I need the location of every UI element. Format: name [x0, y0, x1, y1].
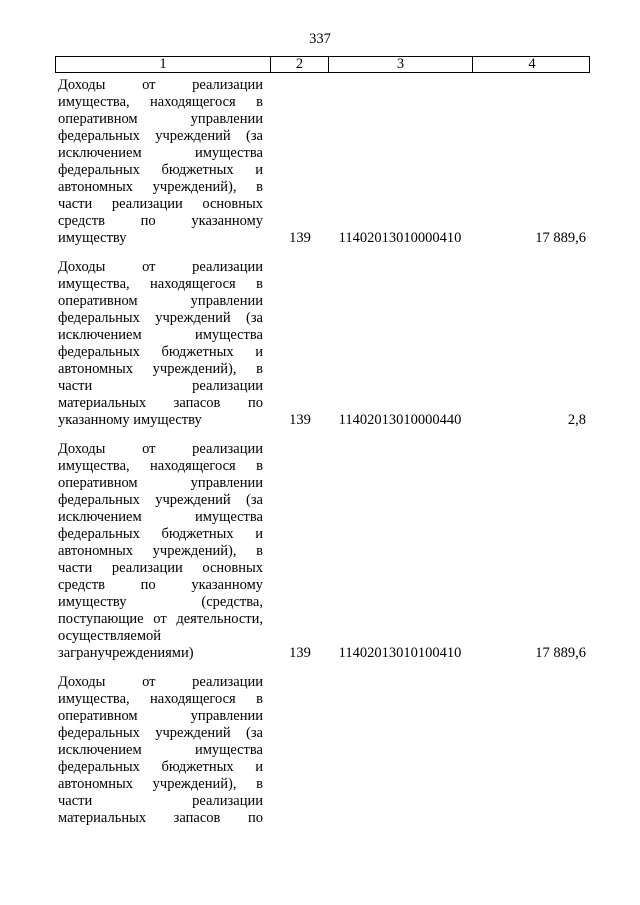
description-line: федеральных учреждений (за [58, 309, 263, 326]
description-line: имущества, находящегося в [58, 690, 263, 707]
page-number: 337 [309, 31, 331, 47]
admin-code: 139 [289, 411, 311, 428]
description-line: оперативном управлении [58, 110, 263, 127]
description-line: оперативном управлении [58, 292, 263, 309]
description-line: имущества, находящегося в [58, 457, 263, 474]
description-line: автономных учреждений), в [58, 542, 263, 559]
description-line: оперативном управлении [58, 707, 263, 724]
description-line: федеральных учреждений (за [58, 127, 263, 144]
header-col-3: 3 [329, 57, 473, 72]
revenue-description [55, 674, 270, 827]
description-line: федеральных бюджетных и [58, 343, 263, 360]
description-line: Доходы от реализации [58, 258, 263, 275]
description-line: федеральных учреждений (за [58, 724, 263, 741]
revenue-description [55, 259, 270, 429]
amount-value: 17 889,6 [535, 229, 586, 246]
description-line: части реализации основных [58, 559, 263, 576]
table-header [55, 56, 590, 73]
amount-value: 17 889,6 [535, 644, 586, 661]
description-line: поступающие от деятельности, [58, 610, 263, 627]
revenue-description [55, 441, 270, 662]
description-line: автономных учреждений), в [58, 178, 263, 195]
description-line: исключением имущества [58, 741, 263, 758]
header-col-1: 1 [56, 57, 271, 72]
table-row [55, 259, 590, 429]
description-line: имуществу [58, 229, 127, 246]
description-line: федеральных бюджетных и [58, 525, 263, 542]
admin-code: 139 [289, 229, 311, 246]
description-line: осуществляемой [58, 627, 162, 644]
amount-value: 2,8 [567, 411, 586, 428]
description-line: части реализации основных [58, 195, 263, 212]
revenue-description [55, 77, 270, 247]
table-row [55, 441, 590, 662]
description-line: имущества, находящегося в [58, 275, 263, 292]
description-line: исключением имущества [58, 326, 263, 343]
table-row [55, 77, 590, 247]
description-line: исключением имущества [58, 508, 263, 525]
description-line: имуществу (средства, [58, 593, 263, 610]
description-line: части реализации [58, 792, 263, 809]
description-line: Доходы от реализации [58, 440, 263, 457]
description-line: имущества, находящегося в [58, 93, 263, 110]
description-line: автономных учреждений), в [58, 775, 263, 792]
description-line: Доходы от реализации [58, 76, 263, 93]
description-line: указанному имуществу [58, 411, 202, 428]
description-line: материальных запасов по [58, 809, 263, 826]
description-line: оперативном управлении [58, 474, 263, 491]
budget-classification-code: 11402013010000440 [338, 411, 462, 428]
budget-classification-code: 11402013010100410 [338, 644, 462, 661]
budget-classification-code: 11402013010000410 [338, 229, 462, 246]
description-line: федеральных учреждений (за [58, 491, 263, 508]
description-line: федеральных бюджетных и [58, 758, 263, 775]
description-line: средств по указанному [58, 212, 263, 229]
description-line: автономных учреждений), в [58, 360, 263, 377]
description-line: исключением имущества [58, 144, 263, 161]
description-line: материальных запасов по [58, 394, 263, 411]
admin-code: 139 [289, 644, 311, 661]
description-line: загранучреждениями) [58, 644, 194, 661]
description-line: части реализации [58, 377, 263, 394]
description-line: Доходы от реализации [58, 673, 263, 690]
header-col-4: 4 [528, 56, 536, 72]
table-row [55, 674, 590, 827]
description-line: средств по указанному [58, 576, 263, 593]
table-body [55, 77, 590, 827]
description-line: федеральных бюджетных и [58, 161, 263, 178]
header-col-2: 2 [271, 57, 329, 72]
